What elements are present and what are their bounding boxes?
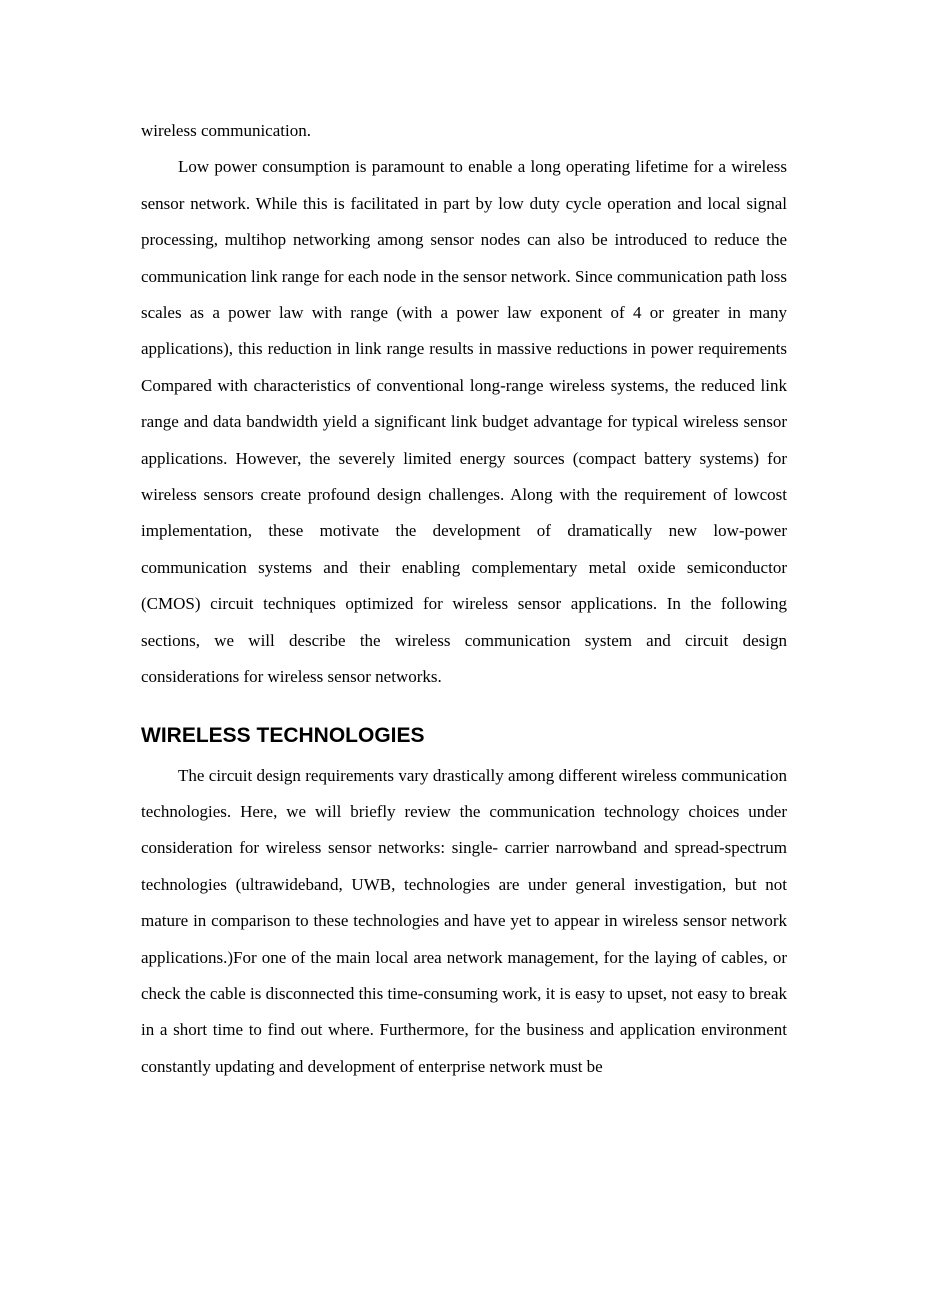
continuation-paragraph: wireless communication. <box>141 121 311 140</box>
body-paragraph-power: Low power consumption is paramount to enable a long operating lifetime for a wireless sensor network. While this is facilitated in part by low duty cycle operation and local signal processing, multihop networking among sensor nodes can also be introduced to reduce the communication link range for each node in the sensor network. Since communication path loss scales as a power law with range (with a power law exponent of 4 or greater in many applications), this reduction in link range results in massive reductions in power requirements Compared with characteristics of conventional long-range wireless systems, the reduced link range and data bandwidth yield a significant link budget advantage for typical wireless sensor applications. However, the severely limited energy sources (compact battery systems) for wireless sensors create profound design challenges. Along with the requirement of lowcost implementation, these motivate the development of dramatically new low-power communication systems and their enabling complementary metal oxide semiconductor (CMOS) circuit techniques optimized for wireless sensor applications. In the following sections, we will describe the wireless communication system and circuit design considerations for wireless sensor networks. <box>141 157 787 687</box>
document-page <box>141 113 787 1085</box>
body-paragraph-technologies: The circuit design requirements vary drastically among different wireless communication technologies. Here, we will briefly review the communication technology choices under consideration for wireless sensor networks: single- carrier narrowband and spread-spectrum technologies (ultrawideband, UWB, technologies are under general investigation, but not mature in comparison to these technologies and have yet to appear in wireless sensor network applications.)For one of the main local area network management, for the laying of cables, or check the cable is disconnected this time-consuming work, it is easy to upset, not easy to break in a short time to find out where. Furthermore, for the business and application environment constantly updating and development of enterprise network must be <box>141 765 787 1076</box>
section-heading: WIRELESS TECHNOLOGIES <box>141 723 425 747</box>
